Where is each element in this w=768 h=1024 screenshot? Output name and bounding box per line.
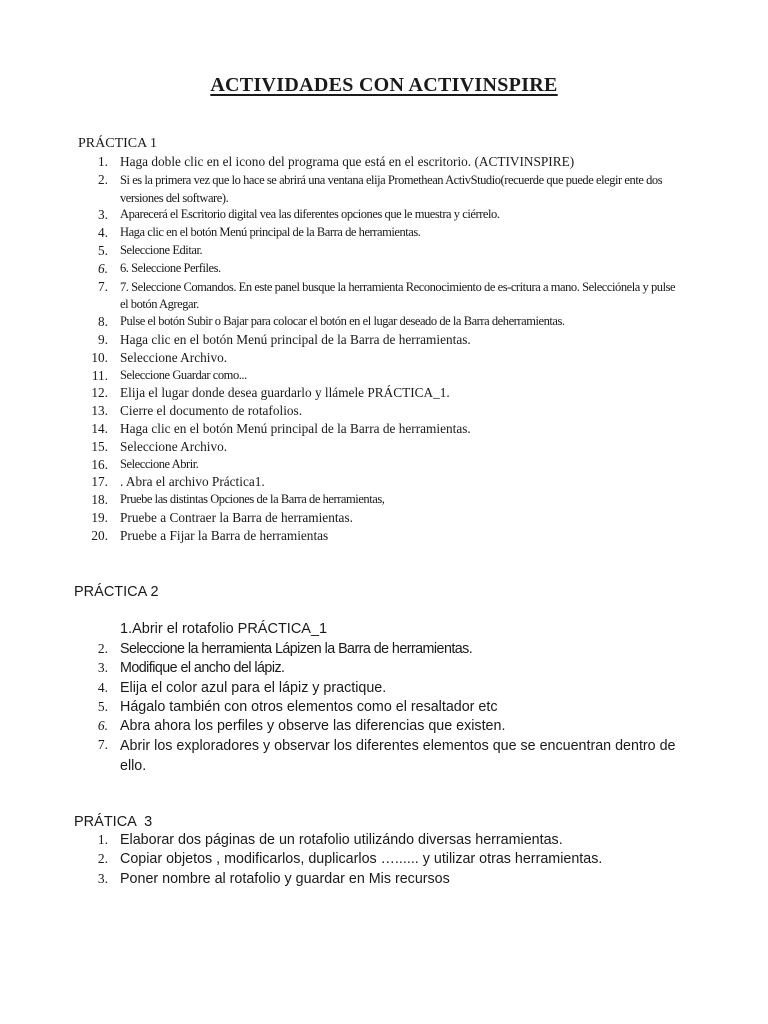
list-item <box>0 314 768 332</box>
item-text: Pulse el botón Subir o Bajar para colocar el botón en el lugar deseado de la Barra deherramientas. <box>120 314 565 329</box>
item-text: Cierre el documento de rotafolios. <box>120 403 303 419</box>
list-item <box>0 332 768 350</box>
practica-2-first-item: 1.Abrir el rotafolio PRÁCTICA_1 <box>120 621 328 637</box>
item-number: 6. <box>98 260 108 276</box>
list-item <box>0 528 768 546</box>
item-text: Si es la primera vez que lo hace se abrirá una ventana elija Promethean ActivStudio(recuerde que puede elegir ente dos versiones del software). <box>120 172 663 205</box>
item-text: Pruebe a Fijar la Barra de herramientas <box>120 527 329 543</box>
item-text: Aparecerá el Escritorio digital vea las diferentes opciones que le muestra y ciérrelo. <box>120 207 500 222</box>
list-item <box>0 385 768 403</box>
item-number: 16. <box>91 456 108 472</box>
list-item <box>0 832 768 851</box>
item-text: Poner nombre al rotafolio y guardar en Mis recursos <box>120 870 450 887</box>
item-text: Haga clic en el botón Menú principal de la Barra de herramientas. <box>120 331 471 347</box>
practica-2-heading: PRÁCTICA 2 <box>74 584 159 600</box>
item-number: 7. <box>98 278 108 294</box>
practica-3-heading: PRÁTICA 3 <box>74 814 153 830</box>
item-number: 1. <box>98 154 108 169</box>
item-number: 17. <box>91 474 108 490</box>
item-text: Pruebe a Contraer la Barra de herramientas. <box>120 509 353 525</box>
item-number: 15. <box>91 438 108 454</box>
item-text: Seleccione Guardar como... <box>120 367 247 382</box>
list-item <box>0 474 768 492</box>
item-number: 4. <box>97 679 108 695</box>
item-number: 12. <box>91 385 108 401</box>
list-item <box>0 699 768 718</box>
list-item <box>0 243 768 261</box>
practica-1-heading: PRÁCTICA 1 <box>78 136 157 151</box>
item-number: 18. <box>91 492 108 508</box>
list-item <box>0 225 768 243</box>
item-text: Seleccione Editar. <box>120 242 203 257</box>
list-item <box>0 851 768 870</box>
item-number: 4. <box>98 225 108 241</box>
item-number: 7. <box>97 737 108 753</box>
list-item <box>0 680 768 699</box>
title-text: ACTIVIDADES CON ACTIVINSPIRE <box>210 74 558 96</box>
item-text: 6. Seleccione Perfiles. <box>120 260 221 275</box>
practica-3-list <box>0 832 768 890</box>
item-number: 9. <box>98 331 108 347</box>
list-item <box>0 403 768 421</box>
list-item <box>0 718 768 737</box>
item-number: 8. <box>98 314 108 330</box>
item-text: 7. Seleccione Comandos. En este panel busque la herramienta Reconocimiento de es-critura a mano. Selecciónela y pulse el botón Agregar. <box>120 279 676 312</box>
item-text: Seleccione Abrir. <box>120 456 199 471</box>
item-number: 14. <box>91 420 108 436</box>
practica-2-list <box>0 641 768 776</box>
practica-1-list <box>0 154 768 546</box>
item-number: 20. <box>91 527 108 543</box>
item-number: 5. <box>97 698 108 714</box>
list-item <box>0 737 768 776</box>
item-text: Modifique el ancho del lápiz. <box>120 660 285 677</box>
list-item <box>0 172 768 208</box>
item-text: Elija el color azul para el lápiz y practique. <box>120 679 387 696</box>
item-text: . Abra el archivo Práctica1. <box>120 474 265 490</box>
list-item <box>0 279 768 315</box>
item-text: Seleccione Archivo. <box>120 438 228 454</box>
item-text: Abrir los exploradores y observar los diferentes elementos que se encuentran dentro de ello. <box>120 738 676 774</box>
item-number: 3. <box>97 870 108 886</box>
item-number: 3. <box>98 207 108 223</box>
item-text: Haga clic en el botón Menú principal de la Barra de herramientas. <box>120 420 471 436</box>
list-item <box>0 641 768 660</box>
item-number: 2. <box>97 851 108 867</box>
item-number: 3. <box>97 660 108 676</box>
item-text: Elija el lugar donde desea guardarlo y llámele PRÁCTICA_1. <box>120 385 450 401</box>
item-number: 2. <box>97 641 108 656</box>
item-text: Elaborar dos páginas de un rotafolio utilizándo diversas herramientas. <box>120 832 563 848</box>
list-item <box>0 154 768 172</box>
item-number: 11. <box>91 367 108 383</box>
list-item <box>0 660 768 679</box>
item-number: 13. <box>91 403 108 419</box>
item-text: Seleccione la herramienta Lápizen la Barra de herramientas. <box>120 641 473 657</box>
list-item <box>0 457 768 475</box>
item-number: 1. <box>97 832 108 847</box>
list-item <box>0 207 768 225</box>
list-item <box>0 368 768 386</box>
item-number: 10. <box>91 349 108 365</box>
item-text: Haga doble clic en el icono del programa que está en el escritorio. (ACTIVINSPIRE) <box>120 154 575 169</box>
item-text: Pruebe las distintas Opciones de la Barra de herramientas, <box>120 492 385 507</box>
item-text: Hágalo también con otros elementos como el resaltador etc <box>120 698 498 715</box>
page-title <box>0 74 768 97</box>
list-item <box>0 492 768 510</box>
item-number: 6. <box>97 718 108 734</box>
item-number: 19. <box>91 509 108 525</box>
list-item <box>0 439 768 457</box>
list-item <box>0 421 768 439</box>
item-number: 5. <box>98 242 108 258</box>
list-item <box>0 871 768 890</box>
list-item <box>0 350 768 368</box>
item-text: Seleccione Archivo. <box>120 349 228 365</box>
item-text: Copiar objetos , modificarlos, duplicarlos …...... y utilizar otras herramientas. <box>120 851 603 868</box>
item-number: 2. <box>98 171 108 187</box>
item-text: Haga clic en el botón Menú principal de la Barra de herramientas. <box>120 225 421 240</box>
item-text: Abra ahora los perfiles y observe las diferencias que existen. <box>120 718 506 735</box>
list-item <box>0 510 768 528</box>
list-item <box>0 261 768 279</box>
